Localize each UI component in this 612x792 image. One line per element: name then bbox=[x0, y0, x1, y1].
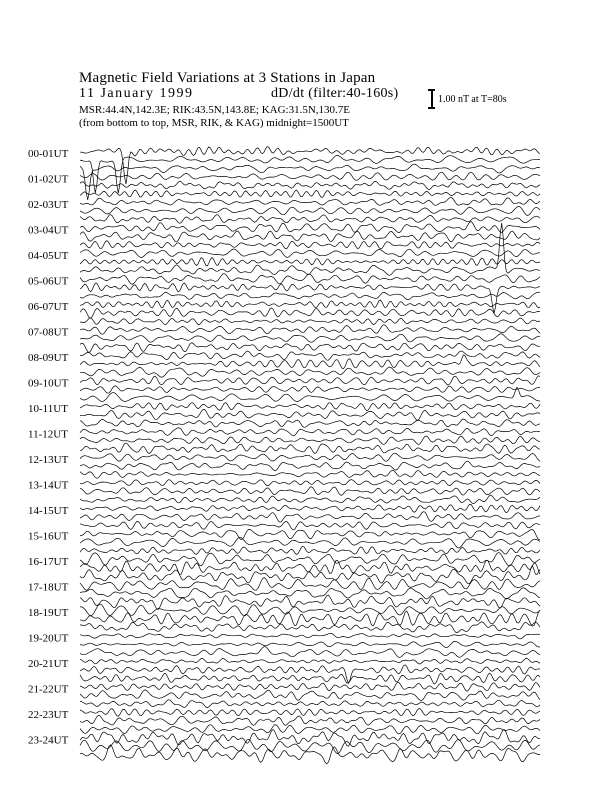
chart-title: Magnetic Field Variations at 3 Stations in Japan bbox=[79, 70, 376, 86]
station-trace bbox=[80, 274, 540, 285]
hour-label: 13-14UT bbox=[28, 479, 69, 492]
station-trace bbox=[80, 521, 540, 530]
station-trace bbox=[80, 436, 540, 444]
hour-label: 05-06UT bbox=[28, 275, 69, 288]
station-trace bbox=[80, 588, 540, 599]
station-trace bbox=[80, 546, 540, 554]
hour-label: 02-03UT bbox=[28, 199, 69, 211]
hour-label: 21-22UT bbox=[28, 683, 69, 696]
station-trace bbox=[80, 610, 540, 626]
station-trace bbox=[80, 181, 540, 189]
station-order-note: (from bottom to top, MSR, RIK, & KAG) midnight=1500UT bbox=[79, 117, 349, 129]
station-trace bbox=[80, 351, 540, 360]
hour-label: 10-11UT bbox=[28, 403, 68, 415]
hour-label: 04-05UT bbox=[28, 250, 69, 262]
hour-label: 08-09UT bbox=[28, 352, 69, 364]
chart-date: 11 January 1999 bbox=[79, 86, 194, 101]
scale-label: 1.00 nT at T=80s bbox=[438, 94, 507, 105]
hour-label: 06-07UT bbox=[28, 301, 69, 313]
station-trace bbox=[80, 495, 540, 503]
hour-label: 09-10UT bbox=[28, 377, 69, 390]
station-trace bbox=[80, 325, 540, 335]
station-trace bbox=[80, 461, 540, 470]
hour-label: 11-12UT bbox=[28, 428, 68, 441]
station-trace bbox=[80, 730, 540, 747]
station-trace bbox=[80, 283, 540, 313]
station-trace bbox=[80, 633, 540, 639]
station-trace bbox=[80, 658, 540, 664]
station-trace bbox=[80, 604, 540, 616]
station-trace bbox=[80, 453, 540, 461]
station-trace bbox=[80, 172, 540, 180]
station-trace bbox=[80, 376, 540, 385]
station-trace bbox=[80, 231, 540, 242]
station-trace bbox=[80, 487, 540, 496]
station-trace bbox=[80, 428, 540, 436]
station-trace bbox=[80, 367, 540, 377]
station-trace bbox=[80, 715, 540, 725]
station-trace bbox=[80, 566, 540, 584]
station-trace bbox=[80, 700, 540, 708]
station-trace bbox=[80, 419, 540, 427]
station-trace bbox=[80, 665, 540, 683]
station-trace bbox=[80, 595, 540, 610]
station-trace bbox=[80, 529, 540, 540]
station-trace bbox=[80, 504, 540, 512]
chart-component-filter: dD/dt (filter:40-160s) bbox=[271, 86, 399, 101]
station-trace bbox=[80, 725, 540, 734]
station-trace bbox=[80, 223, 540, 275]
station-trace bbox=[80, 190, 540, 198]
station-trace bbox=[80, 300, 540, 308]
hour-label: 22-23UT bbox=[28, 709, 69, 721]
station-trace bbox=[80, 387, 540, 401]
station-trace bbox=[80, 292, 540, 300]
station-trace bbox=[80, 241, 540, 249]
station-trace bbox=[80, 403, 540, 411]
station-trace bbox=[80, 409, 540, 420]
station-trace bbox=[80, 206, 540, 215]
station-trace bbox=[80, 318, 540, 325]
station-coordinates: MSR:44.4N,142.3E; RIK:43.5N,143.8E; KAG:31.5N,130.7E bbox=[79, 104, 351, 116]
station-trace bbox=[80, 443, 540, 454]
station-trace bbox=[80, 647, 540, 658]
hour-label: 20-21UT bbox=[28, 658, 69, 670]
station-trace bbox=[80, 739, 540, 753]
hour-label: 19-20UT bbox=[28, 632, 69, 645]
station-trace bbox=[80, 709, 540, 717]
hour-label: 12-13UT bbox=[28, 454, 69, 466]
station-trace bbox=[80, 673, 540, 684]
station-trace bbox=[80, 682, 540, 691]
station-trace bbox=[80, 470, 540, 478]
hour-label: 03-04UT bbox=[28, 224, 69, 237]
station-trace bbox=[80, 197, 540, 205]
station-trace bbox=[80, 334, 540, 342]
hour-label: 15-16UT bbox=[28, 530, 69, 543]
station-trace bbox=[80, 222, 540, 233]
hour-label: 17-18UT bbox=[28, 581, 69, 594]
station-trace bbox=[80, 386, 540, 394]
station-trace bbox=[80, 641, 540, 647]
hour-label: 16-17UT bbox=[28, 556, 69, 568]
hour-label: 07-08UT bbox=[28, 326, 69, 339]
station-trace bbox=[80, 690, 540, 700]
station-trace bbox=[80, 308, 540, 318]
station-trace bbox=[80, 622, 540, 633]
station-trace bbox=[80, 343, 540, 353]
hour-label: 18-19UT bbox=[28, 607, 69, 619]
hour-label: 01-02UT bbox=[28, 173, 69, 186]
station-trace bbox=[80, 745, 540, 764]
station-trace bbox=[80, 258, 540, 266]
station-trace bbox=[80, 480, 540, 486]
hour-label: 23-24UT bbox=[28, 734, 69, 747]
hour-label: 14-15UT bbox=[28, 505, 69, 517]
station-trace bbox=[80, 249, 540, 258]
hour-label: 00-01UT bbox=[28, 148, 69, 160]
station-trace bbox=[80, 512, 540, 522]
